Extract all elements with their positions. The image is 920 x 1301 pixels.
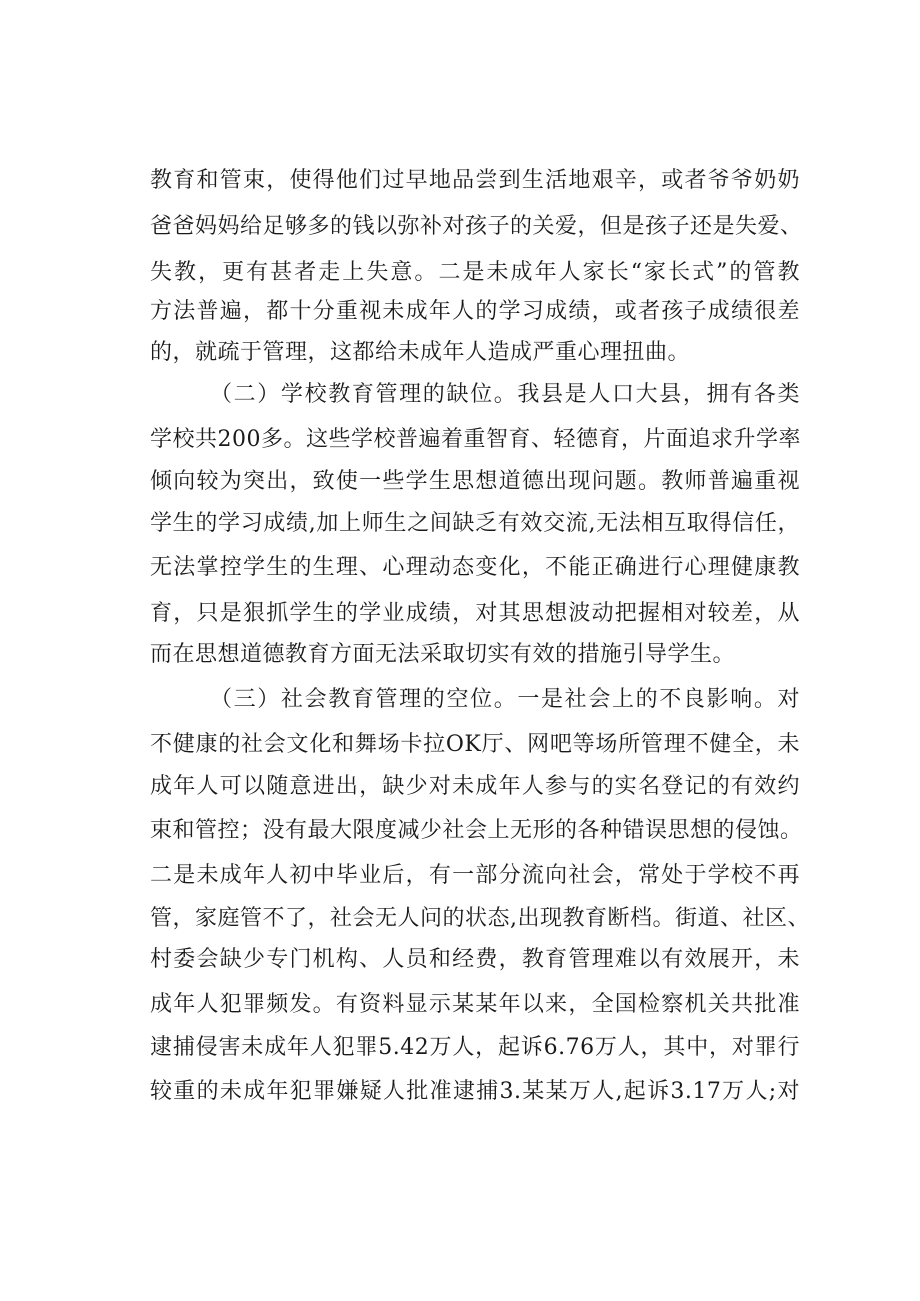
- text-line: 爸爸妈妈给足够多的钱以弥补对孩子的关爱，但是孩子还是失爱、: [150, 214, 803, 239]
- text-line: 的，就疏于管理，这都给未成年人造成严重心理扭曲。: [150, 340, 691, 365]
- paragraph-heading-line: （三）社会教育管理的空位。一是社会上的不良影响。对: [210, 687, 800, 712]
- text-line: 村委会缺少专门机构、人员和经费，教育管理难以有效展开，未: [150, 947, 800, 972]
- text-line: 较重的未成年犯罪嫌疑人批准逮捕3.某某万人,起诉3.17万人;对: [150, 1079, 800, 1104]
- text-line: 教育和管束，使得他们过早地品尝到生活地艰辛，或者爷爷奶奶: [150, 168, 800, 193]
- text-line: 逮捕侵害未成年人犯罪5.42万人，起诉6.76万人，其中，对罪行: [150, 1035, 800, 1060]
- text-line: 无法掌控学生的生理、心理动态变化，不能正确进行心理健康教: [150, 555, 800, 580]
- paragraph-heading-line: （二）学校教育管理的缺位。我县是人口大县，拥有各类: [210, 382, 800, 407]
- text-line: 二是未成年人初中毕业后，有一部分流向社会，常处于学校不再: [150, 863, 800, 888]
- text-line: 失教，更有甚者走上失意。二是未成年人家长“家长式”的管教: [150, 260, 800, 285]
- text-line: 而在思想道德教育方面无法采取切实有效的措施引导学生。: [150, 642, 736, 667]
- text-line: 管，家庭管不了，社会无人问的状态,出现教育断档。街道、社区、: [150, 906, 810, 931]
- text-line: 成年人犯罪频发。有资料显示某某年以来，全国检察机关共批准: [150, 992, 800, 1017]
- text-line: 方法普遍，都十分重视未成年人的学习成绩，或者孩子成绩很差: [150, 299, 800, 324]
- text-line: 育，只是狠抓学生的学业成绩，对其思想波动把握相对较差，从: [150, 601, 800, 626]
- text-line: 成年人可以随意进出，缺少对未成年人参与的实名登记的有效约: [150, 774, 800, 799]
- text-line: 学校共200多。这些学校普遍着重智育、轻德育，片面追求升学率: [150, 427, 801, 452]
- text-line: 束和管控；没有最大限度减少社会上无形的各种错误思想的侵蚀。: [150, 818, 803, 843]
- text-line: 学生的学习成绩,加上师生之间缺乏有效交流,无法相互取得信任，: [150, 511, 800, 536]
- text-line: 倾向较为突出，致使一些学生思想道德出现问题。教师普遍重视: [150, 469, 800, 494]
- text-line: 不健康的社会文化和舞场卡拉OK厅、网吧等场所管理不健全，未: [150, 732, 800, 757]
